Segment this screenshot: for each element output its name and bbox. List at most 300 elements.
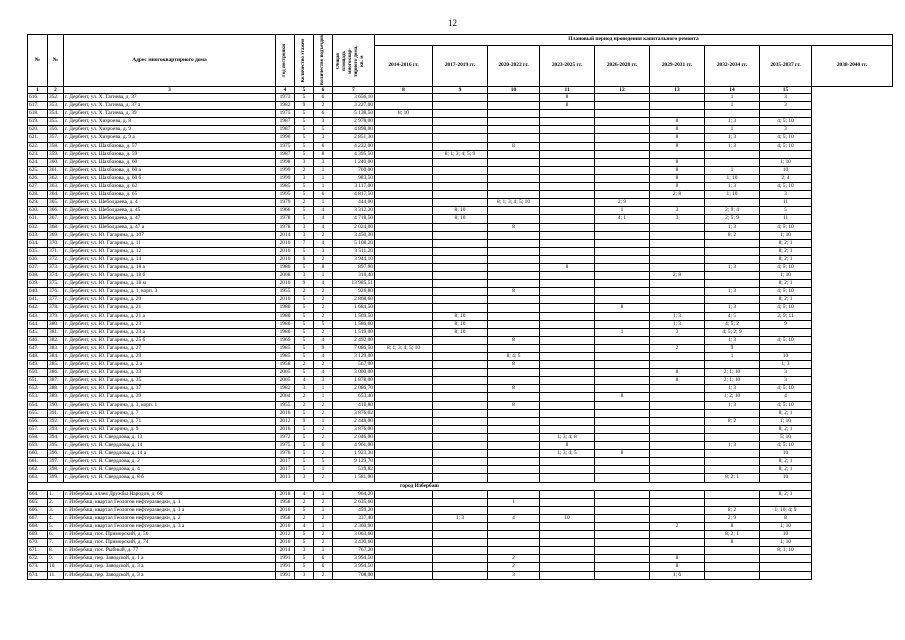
table-cell: 1958 xyxy=(276,361,295,369)
table-cell xyxy=(433,94,488,102)
table-cell: 2 360,90 xyxy=(333,522,375,530)
table-cell: г. Дербент, ул. Ю. Гагарина, д. 9 xyxy=(64,425,276,433)
table-cell xyxy=(540,417,595,425)
table-cell: 6. xyxy=(48,531,64,539)
table-cell xyxy=(540,474,595,482)
table-cell xyxy=(705,272,760,280)
table-cell xyxy=(433,442,488,450)
table-cell: 381. xyxy=(48,328,64,336)
table-row xyxy=(28,134,893,142)
table-cell xyxy=(433,425,488,433)
table-cell: 1; 3 xyxy=(705,442,760,450)
table-cell xyxy=(595,223,650,231)
table-cell: 3 xyxy=(295,571,314,579)
table-cell: 5 xyxy=(295,458,314,466)
table-cell: 4; 5; 10 xyxy=(760,401,812,409)
table-cell: 643. xyxy=(28,312,48,320)
table-cell xyxy=(433,126,488,134)
table-cell: 1999 xyxy=(276,174,295,182)
table-row xyxy=(28,514,893,522)
table-cell xyxy=(375,288,433,296)
table-cell xyxy=(540,174,595,182)
table-cell xyxy=(375,320,433,328)
table-cell: 3 944,10 xyxy=(333,255,375,263)
table-cell: 1; 10 xyxy=(760,272,812,280)
table-cell: 1 xyxy=(705,353,760,361)
table-cell: 310,40 xyxy=(333,272,375,280)
table-cell: 4; 5; 10 xyxy=(760,288,812,296)
table-cell: 8; 1; 10 xyxy=(760,547,812,555)
table-cell xyxy=(433,539,488,547)
table-cell xyxy=(540,191,595,199)
table-cell: 2; 9; 11 xyxy=(760,312,812,320)
column-number: 15 xyxy=(760,87,812,94)
table-cell: 1980 xyxy=(276,312,295,320)
table-cell: 459,20 xyxy=(333,506,375,514)
table-cell: 1973 xyxy=(276,94,295,102)
table-cell: 539,82 xyxy=(333,466,375,474)
table-cell xyxy=(650,450,705,458)
table-cell xyxy=(433,498,488,506)
table-cell: 8 xyxy=(650,183,705,191)
table-row xyxy=(28,150,893,158)
table-cell xyxy=(433,353,488,361)
period-header: 2020-2022 гг. xyxy=(488,46,540,87)
table-cell: г. Дербент, ул. Ю. Гагарина, д. 21 а xyxy=(64,312,276,320)
table-cell: 636. xyxy=(28,255,48,263)
table-cell: г. Дербент, ул. Ю. Гагарина, д. 27 xyxy=(64,344,276,352)
table-cell: 1 569,50 xyxy=(333,312,375,320)
table-cell xyxy=(540,531,595,539)
table-cell: 395. xyxy=(48,442,64,450)
table-cell xyxy=(433,134,488,142)
table-row xyxy=(28,142,893,150)
table-cell: 2 xyxy=(314,288,333,296)
table-cell: 8 xyxy=(595,304,650,312)
table-cell xyxy=(540,393,595,401)
table-cell: 13 985,51 xyxy=(333,280,375,288)
table-cell xyxy=(488,134,540,142)
table-cell xyxy=(540,304,595,312)
table-row xyxy=(28,353,893,361)
table-cell xyxy=(433,263,488,271)
table-cell xyxy=(488,466,540,474)
table-cell xyxy=(540,344,595,352)
table-cell xyxy=(433,166,488,174)
table-cell: 3 xyxy=(760,126,812,134)
table-cell: 1; 3 xyxy=(650,320,705,328)
column-number: 11 xyxy=(540,87,595,94)
table-cell: 639. xyxy=(28,280,48,288)
table-cell xyxy=(488,522,540,530)
table-cell: 2016 xyxy=(276,280,295,288)
table-row xyxy=(28,183,893,191)
table-cell xyxy=(375,231,433,239)
table-row xyxy=(28,126,893,134)
table-cell: 2008 xyxy=(276,272,295,280)
table-cell: 2 xyxy=(314,425,333,433)
table-cell: г. Избербаш, квартал Геологов нефтеразведки, д. 1 а xyxy=(64,506,276,514)
table-cell xyxy=(488,344,540,352)
table-cell xyxy=(760,571,812,579)
table-cell: 2018 xyxy=(276,490,295,498)
table-cell: 8 xyxy=(540,263,595,271)
table-cell: 8 xyxy=(650,142,705,150)
table-cell xyxy=(375,280,433,288)
table-cell xyxy=(375,385,433,393)
table-row xyxy=(28,215,893,223)
table-cell: 1 240,00 xyxy=(333,158,375,166)
table-cell: 1; 6 xyxy=(650,571,705,579)
table-cell: 5 xyxy=(295,353,314,361)
table-row xyxy=(28,320,893,328)
table-cell: 621. xyxy=(28,134,48,142)
table-cell xyxy=(595,401,650,409)
table-cell xyxy=(375,377,433,385)
table-row xyxy=(28,94,893,102)
table-cell: 8 xyxy=(650,377,705,385)
table-row xyxy=(28,458,893,466)
table-cell xyxy=(540,255,595,263)
table-cell xyxy=(705,450,760,458)
table-cell: 393. xyxy=(48,425,64,433)
table-cell xyxy=(375,191,433,199)
table-cell: 2 xyxy=(314,102,333,110)
table-cell xyxy=(705,458,760,466)
table-cell: 708,00 xyxy=(333,571,375,579)
table-cell xyxy=(375,158,433,166)
table-cell: г. Дербент, ул. Ю. Гагарина, д. 37 xyxy=(64,385,276,393)
column-number: 7 xyxy=(333,87,375,94)
table-cell: 1 923,30 xyxy=(333,450,375,458)
table-cell xyxy=(433,102,488,110)
table-cell: г. Избербаш, пос. Рыбный, д. 77 xyxy=(64,547,276,555)
table-cell xyxy=(433,563,488,571)
table-cell: 8 xyxy=(488,401,540,409)
table-row xyxy=(28,223,893,231)
table-cell: 1; 3 xyxy=(705,385,760,393)
table-cell: 2; 1; 10 xyxy=(705,377,760,385)
table-cell: 1978 xyxy=(276,215,295,223)
table-cell: 1. xyxy=(48,490,64,498)
table-cell xyxy=(595,288,650,296)
period-header: 2017-2019 гг. xyxy=(433,46,488,87)
table-cell xyxy=(540,110,595,118)
header-floors: Количество этажей xyxy=(295,35,314,87)
table-cell xyxy=(705,255,760,263)
table-cell: 362. xyxy=(48,174,64,182)
table-cell: 5 xyxy=(314,126,333,134)
column-number: 5 xyxy=(295,87,314,94)
table-cell: 1982 xyxy=(276,102,295,110)
period-header: 2023-2025 гг. xyxy=(540,46,595,87)
table-cell xyxy=(488,255,540,263)
table-row xyxy=(28,110,893,118)
table-cell xyxy=(488,110,540,118)
table-cell: 5 xyxy=(295,118,314,126)
table-cell: 2; 1; 10 xyxy=(705,369,760,377)
table-cell: 644. xyxy=(28,320,48,328)
column-number: 13 xyxy=(650,87,705,94)
header-plan-period: Плановый период проведения капитального ремонта xyxy=(375,35,893,46)
table-cell: 8; 2; 1 xyxy=(760,280,812,288)
table-cell: 5 xyxy=(295,506,314,514)
table-cell: 6 xyxy=(314,110,333,118)
table-cell: г. Дербент, ул. Ю. Гагарина, д. 29 xyxy=(64,353,276,361)
table-cell: г. Дербент, ул. Я. Свердлова, д. 2 xyxy=(64,458,276,466)
table-cell xyxy=(540,522,595,530)
table-cell xyxy=(595,539,650,547)
table-cell: 2012 xyxy=(276,417,295,425)
table-cell: г. Избербаш, квартал Геологов нефтеразведки, д. 2 xyxy=(64,514,276,522)
table-cell: 5 xyxy=(295,320,314,328)
period-header: 2038-2040 гг. xyxy=(812,46,893,87)
table-cell: 6 xyxy=(314,563,333,571)
table-cell: 5 xyxy=(295,425,314,433)
table-cell: 637. xyxy=(28,263,48,271)
table-cell: 2 xyxy=(314,514,333,522)
table-cell xyxy=(540,353,595,361)
table-cell: 8; 1; 3; 4; 5; 10 xyxy=(375,344,433,352)
table-row xyxy=(28,490,893,498)
table-cell xyxy=(433,255,488,263)
table-cell xyxy=(540,247,595,255)
table-cell xyxy=(433,174,488,182)
table-cell: 3 xyxy=(295,272,314,280)
header-number: № xyxy=(28,35,48,87)
table-cell xyxy=(433,369,488,377)
table-cell xyxy=(375,450,433,458)
table-cell xyxy=(650,433,705,441)
table-cell xyxy=(433,401,488,409)
table-cell: 2 xyxy=(314,231,333,239)
table-row xyxy=(28,280,893,288)
table-cell xyxy=(488,126,540,134)
table-cell: 390. xyxy=(48,401,64,409)
table-cell xyxy=(433,571,488,579)
table-cell xyxy=(540,158,595,166)
table-row xyxy=(28,417,893,425)
column-number: 4 xyxy=(276,87,295,94)
table-cell: 5 xyxy=(295,142,314,150)
table-cell xyxy=(433,158,488,166)
table-cell xyxy=(540,280,595,288)
table-cell: 4; 1 xyxy=(595,215,650,223)
column-number-row xyxy=(28,87,893,94)
table-cell xyxy=(375,304,433,312)
table-cell xyxy=(650,425,705,433)
table-cell xyxy=(650,102,705,110)
table-cell: 10 xyxy=(760,474,812,482)
table-cell: 2010 xyxy=(276,539,295,547)
table-cell: г. Дербент, ул. Я. Свердлова, д. 8 б xyxy=(64,474,276,482)
table-cell: 391. xyxy=(48,409,64,417)
table-cell: г. Дербент, ул. Хизроева, д. 9 а xyxy=(64,134,276,142)
table-cell xyxy=(650,458,705,466)
table-cell: 8; 2; 1 xyxy=(760,409,812,417)
table-cell: г. Дербент, ул. Шахбазова, д. 62 xyxy=(64,183,276,191)
table-cell: 3 876,02 xyxy=(333,409,375,417)
table-cell: 379. xyxy=(48,312,64,320)
table-cell: 2 xyxy=(314,401,333,409)
table-cell: 1 xyxy=(314,272,333,280)
table-cell: 369. xyxy=(48,231,64,239)
table-cell: 8; 10 xyxy=(433,320,488,328)
table-cell: 2014 xyxy=(276,547,295,555)
column-number: 14 xyxy=(705,87,760,94)
table-cell xyxy=(433,304,488,312)
table-cell xyxy=(705,409,760,417)
table-cell xyxy=(375,247,433,255)
table-cell: 1; 3 xyxy=(705,263,760,271)
table-cell xyxy=(488,474,540,482)
table-cell: 5 xyxy=(295,94,314,102)
table-cell: 1; 3 xyxy=(705,304,760,312)
table-cell: 2 xyxy=(314,433,333,441)
table-cell: 1972 xyxy=(276,433,295,441)
table-cell: 8 xyxy=(650,369,705,377)
table-cell: 1 xyxy=(314,166,333,174)
table-cell: 629. xyxy=(28,199,48,207)
table-cell: 661. xyxy=(28,458,48,466)
table-cell: 4 xyxy=(314,369,333,377)
table-cell: 633. xyxy=(28,231,48,239)
table-cell xyxy=(595,320,650,328)
table-cell xyxy=(488,409,540,417)
table-cell xyxy=(488,320,540,328)
table-cell: 2 xyxy=(314,571,333,579)
table-cell xyxy=(433,183,488,191)
table-cell: 359. xyxy=(48,150,64,158)
table-cell xyxy=(705,433,760,441)
table-cell xyxy=(540,223,595,231)
table-cell: г. Избербаш, пер. Заводской, д. 1 а xyxy=(64,555,276,563)
table-cell xyxy=(488,442,540,450)
table-row xyxy=(28,466,893,474)
table-cell: 394. xyxy=(48,433,64,441)
table-cell xyxy=(650,247,705,255)
table-cell xyxy=(375,531,433,539)
table-cell: 5 xyxy=(295,328,314,336)
table-cell xyxy=(650,223,705,231)
table-cell xyxy=(433,506,488,514)
table-cell xyxy=(433,239,488,247)
table-cell: 5 xyxy=(295,247,314,255)
table-cell: 1 xyxy=(314,466,333,474)
table-cell: 398. xyxy=(48,466,64,474)
table-cell: 1985 xyxy=(276,344,295,352)
table-cell: 2012 xyxy=(276,531,295,539)
table-cell xyxy=(433,336,488,344)
table-cell: 1 684,50 xyxy=(333,304,375,312)
table-cell: 3 312,20 xyxy=(333,207,375,215)
table-cell: 8; 4; 5 xyxy=(488,353,540,361)
table-cell: 2 xyxy=(314,498,333,506)
table-cell: 1 xyxy=(314,522,333,530)
table-cell xyxy=(375,118,433,126)
table-row xyxy=(28,393,893,401)
table-cell xyxy=(760,555,812,563)
table-cell: 375. xyxy=(48,280,64,288)
table-cell: 2016 xyxy=(276,247,295,255)
table-cell: г. Дербент, ул. Ю. Гагарина, д. 23 а xyxy=(64,328,276,336)
page-number: 12 xyxy=(448,18,457,28)
table-cell: 392. xyxy=(48,417,64,425)
table-cell: 623. xyxy=(28,150,48,158)
table-cell xyxy=(488,102,540,110)
table-cell xyxy=(375,442,433,450)
table-cell xyxy=(540,547,595,555)
table-cell: г. Дербент, ул. Ю. Гагарина, д. 35 xyxy=(64,377,276,385)
table-cell xyxy=(375,401,433,409)
table-cell xyxy=(488,506,540,514)
table-cell: г. Дербент, ул. Хизроева, д. 8 xyxy=(64,118,276,126)
table-cell xyxy=(540,458,595,466)
table-cell: 3 994,50 xyxy=(333,555,375,563)
table-cell xyxy=(760,110,812,118)
table-cell xyxy=(375,498,433,506)
table-cell: 10 xyxy=(760,531,812,539)
period-header: 2026-2028 гг. xyxy=(595,46,650,87)
table-cell: 8; 10 xyxy=(433,215,488,223)
table-cell: 1 xyxy=(595,207,650,215)
table-cell: 8 xyxy=(705,539,760,547)
table-cell: 6 xyxy=(314,555,333,563)
table-cell xyxy=(488,183,540,191)
table-cell: 1 519,00 xyxy=(333,328,375,336)
table-row xyxy=(28,263,893,271)
table-row xyxy=(28,409,893,417)
table-cell xyxy=(705,158,760,166)
table-cell: 4 898,00 xyxy=(333,126,375,134)
table-cell: 2 086,70 xyxy=(333,385,375,393)
table-cell xyxy=(540,239,595,247)
table-cell: 8 xyxy=(650,126,705,134)
table-cell: 567,00 xyxy=(333,361,375,369)
header-area: Общая площадь многоквар-тирного дома, кв. м xyxy=(333,35,375,87)
table-cell: 672. xyxy=(28,555,48,563)
table-cell: 4; 5; 10 xyxy=(760,336,812,344)
table-cell xyxy=(595,126,650,134)
table-cell xyxy=(488,272,540,280)
table-cell: 3 xyxy=(295,385,314,393)
table-cell xyxy=(650,280,705,288)
table-cell xyxy=(595,183,650,191)
table-cell: 653,40 xyxy=(333,393,375,401)
table-cell: 2004 xyxy=(276,393,295,401)
table-cell: 2016 xyxy=(276,296,295,304)
table-cell: 3 994,50 xyxy=(333,563,375,571)
table-cell: г. Избербаш, аллея Дружбы Народов, д. 60 xyxy=(64,490,276,498)
table-cell: 1987 xyxy=(276,126,295,134)
table-cell: 8; 2; 1 xyxy=(760,490,812,498)
column-number: 9 xyxy=(433,87,488,94)
table-cell xyxy=(433,344,488,352)
table-cell: 5 xyxy=(295,336,314,344)
table-cell: 8 xyxy=(595,393,650,401)
table-cell xyxy=(540,296,595,304)
table-cell xyxy=(375,336,433,344)
table-cell xyxy=(375,199,433,207)
table-cell xyxy=(650,514,705,522)
table-cell xyxy=(540,199,595,207)
table-cell: 964,20 xyxy=(333,490,375,498)
table-cell: 1 xyxy=(314,183,333,191)
table-cell: 8; 2 xyxy=(705,506,760,514)
table-cell xyxy=(595,263,650,271)
table-cell: 1958 xyxy=(276,498,295,506)
table-cell xyxy=(650,401,705,409)
